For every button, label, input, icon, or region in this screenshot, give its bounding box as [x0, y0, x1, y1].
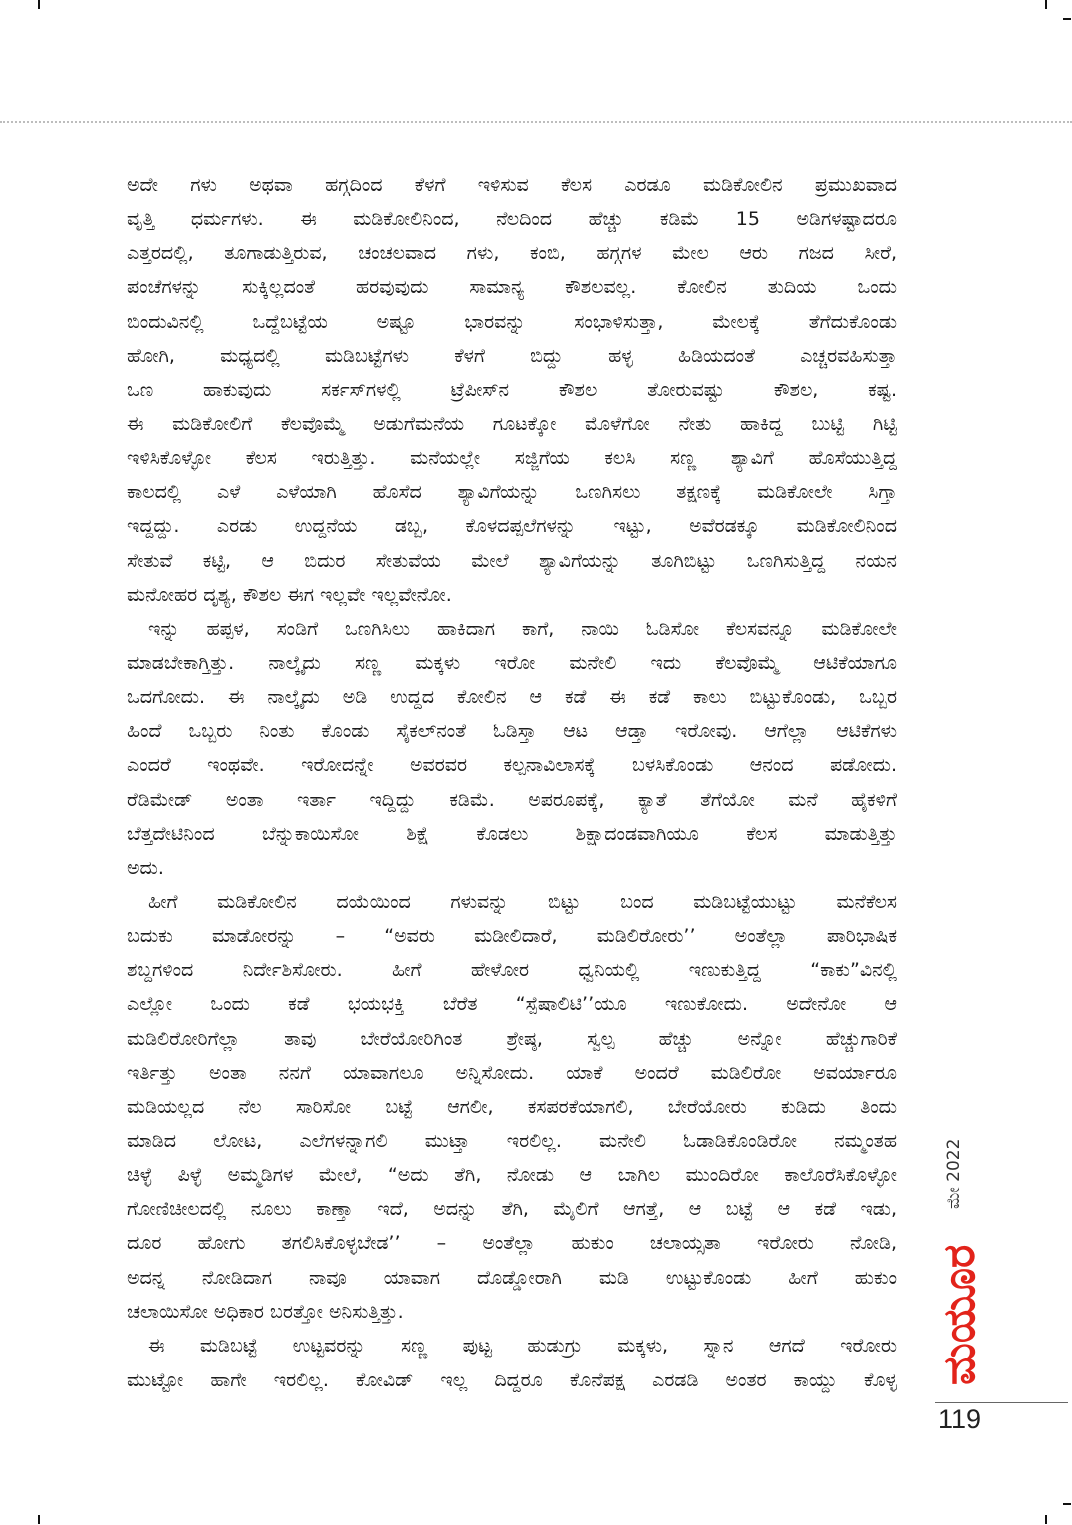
text-line: ವೃತ್ತಿ ಧರ್ಮಗಳು. ಈ ಮಡಿಕೋಲಿನಿಂದ, ನೆಲದಿಂದ ಹೆಚ್ಚು ಕಡಿಮೆ 15 ಅಡಿಗಳಷ್ಟಾದರೂ — [127, 208, 897, 231]
text-line: ರೆಡಿಮೇಡ್ ಅಂತಾ ಇರ್ತಾ ಇದ್ದಿದ್ದು ಕಡಿಮೆ. ಅಪರೂಪಕ್ಕೆ, ಕ್ಯಾತೆ ತೆಗೆಯೋ ಮನೆ ಹೈಕಳಿಗೆ — [127, 788, 897, 811]
paragraph — [127, 168, 897, 612]
magazine-logo: ಮಯೂರ — [934, 1244, 985, 1386]
crop-mark-bottom-right — [1045, 1515, 1047, 1524]
paragraph — [127, 1329, 897, 1397]
text-line: ಎತ್ತರದಲ್ಲಿ, ತೂಗಾಡುತ್ತಿರುವ, ಚಂಚಲವಾದ ಗಳು, ಕಂಬಿ, ಹಗ್ಗಗಳ ಮೇಲ ಆರು ಗಜದ ಸೀರೆ, — [127, 242, 897, 265]
dotted-header-rule — [0, 121, 1072, 123]
text-line: ಮನೋಹರ ದೃಶ್ಯ, ಕೌಶಲ ಈಗ ಇಲ್ಲವೇ ಇಲ್ಲವೇನೋ. — [127, 583, 452, 606]
text-line: ಎಂದರೆ ಇಂಥವೇ. ಇರೋದನ್ನೇ ಅವರವರ ಕಲ್ಪನಾವಿಲಾಸಕ್ಕೆ ಬಳಸಿಕೊಂಡು ಆನಂದ ಪಡೋದು. — [127, 754, 897, 777]
text-line: ಇಳಿಸಿಕೊಳ್ಳೋ ಕೆಲಸ ಇರುತ್ತಿತ್ತು. ಮನೆಯಲ್ಲೇ ಸಜ್ಜಿಗೆಯ ಕಲಸಿ ಸಣ್ಣ ಶ್ಯಾವಿಗೆ ಹೊಸೆಯುತ್ತಿದ್ದ — [127, 447, 897, 470]
crop-mark-top-right — [1045, 0, 1047, 9]
text-line: ಮಾಡಬೇಕಾಗ್ತಿತ್ತು. ನಾಲ್ಕೈದು ಸಣ್ಣ ಮಕ್ಕಳು ಇರೋ ಮನೇಲಿ ಇದು ಕೆಲವೊಮ್ಮೆ ಆಟಿಕೆಯಾಗೂ — [127, 651, 897, 674]
issue-date: ಮೇ 2022 — [944, 1138, 964, 1210]
text-line: ಚಲಾಯಿಸೋ ಅಧಿಕಾರ ಬರತ್ತೋ ಅನಿಸುತ್ತಿತ್ತು. — [127, 1300, 404, 1323]
crop-mark-top-left — [38, 0, 40, 9]
text-line: ಹೀಗೆ ಮಡಿಕೋಲಿನ ದಯೆಯಿಂದ ಗಳುವನ್ನು ಬಿಟ್ಟು ಬಂದ ಮಡಿಬಟ್ಟೆಯುಟ್ಟು ಮನೆಕೆಲಸ — [148, 890, 897, 913]
text-line: ಈ ಮಡಿಬಟ್ಟೆ ಉಟ್ಟವರನ್ನು ಸಣ್ಣ ಪುಟ್ಟ ಹುಡುಗ್ರು ಮಕ್ಕಳು, ಸ್ನಾನ ಆಗದೆ ಇರೋರು — [148, 1334, 897, 1357]
text-line: ಮುಟ್ಟೋ ಹಾಗೇ ಇರಲಿಲ್ಲ. ಕೋವಿಡ್ ಇಲ್ಲ ದಿದ್ದರೂ ಕೊನೆಪಕ್ಷ ಎರಡಡಿ ಅಂತರ ಕಾಯ್ದು ಕೊಳ್ಳ — [127, 1368, 897, 1391]
text-line: ದೂರ ಹೋಗು ತಗಲಿಸಿಕೊಳ್ಳಬೇಡ’’ – ಅಂತೆಲ್ಲಾ ಹುಕುಂ ಚಲಾಯ್ಸತಾ ಇರೋರು ನೋಡಿ, — [127, 1232, 897, 1255]
text-line: ಸೇತುವೆ ಕಟ್ಟಿ, ಆ ಬಿದುರ ಸೇತುವೆಯ ಮೇಲೆ ಶ್ಯಾವಿಗೆಯನ್ನು ತೂಗಿಬಿಟ್ಟು ಒಣಗಿಸುತ್ತಿದ್ದ ನಯನ — [127, 549, 897, 572]
text-line: ಕಾಲದಲ್ಲಿ ಎಳೆ ಎಳೆಯಾಗಿ ಹೊಸೆದ ಶ್ಯಾವಿಗೆಯನ್ನು ಒಣಗಿಸಲು ತಕ್ಷಣಕ್ಕೆ ಮಡಿಕೋಲೇ ಸಿಗ್ತಾ — [127, 481, 897, 504]
text-line: ಮಾಡಿದ ಲೋಟ, ಎಲೆಗಳನ್ನಾಗಲಿ ಮುಟ್ತಾ ಇರಲಿಲ್ಲ. ಮನೇಲಿ ಓಡಾಡಿಕೊಂಡಿರೋ ನಮ್ಮಂತಹ — [127, 1129, 897, 1152]
text-line: ಗೋಣಿಚೀಲದಲ್ಲಿ ನೂಲು ಕಾಣ್ತಾ ಇದೆ, ಅದನ್ನು ತೆಗಿ, ಮೈಲಿಗೆ ಆಗತ್ತೆ, ಆ ಬಟ್ಟೆ ಆ ಕಡೆ ಇಡು, — [127, 1198, 897, 1221]
text-line: ಅದೇ ಗಳು ಅಥವಾ ಹಗ್ಗದಿಂದ ಕೆಳಗೆ ಇಳಿಸುವ ಕೆಲಸ ಎರಡೂ ಮಡಿಕೋಲಿನ ಪ್ರಮುಖವಾದ — [127, 174, 897, 196]
text-line: ಬೆತ್ತದೇಟಿನಿಂದ ಬೆನ್ನುಕಾಯಿಸೋ ಶಿಕ್ಷೆ ಕೊಡಲು ಶಿಕ್ಷಾದಂಡವಾಗಿಯೂ ಕೆಲಸ ಮಾಡುತ್ತಿತ್ತು — [127, 822, 897, 845]
text-line: ಹೋಗಿ, ಮಧ್ಯದಲ್ಲಿ ಮಡಿಬಟ್ಟೆಗಳು ಕೆಳಗೆ ಬಿದ್ದು ಹಳ್ಳ ಹಿಡಿಯದಂತೆ ಎಚ್ಚರವಹಿಸುತ್ತಾ — [127, 344, 897, 367]
text-line: ಚಿಳ್ಳೆ ಪಿಳ್ಳೆ ಅಮ್ಮಡಿಗಳ ಮೇಲೆ, “ಅದು ತೆಗಿ, ನೋಡು ಆ ಬಾಗಿಲ ಮುಂದಿರೋ ಕಾಲೊರೆಸಿಕೊಳ್ಳೋ — [127, 1164, 897, 1187]
text-line: ಬಿಂದುವಿನಲ್ಲಿ ಒದ್ದೆಬಟ್ಟೆಯ ಅಷ್ಟೂ ಭಾರವನ್ನು ಸಂಭಾಳಿಸುತ್ತಾ, ಮೇಲಕ್ಕೆ ತೆಗೆದುಕೊಂಡು — [127, 310, 897, 333]
text-line: ಬದುಕು ಮಾಡೋರನ್ನು – “ಅವರು ಮಡೀಲಿದಾರೆ, ಮಡಿಲಿರೋರು’’ ಅಂತೆಲ್ಲಾ ಪಾರಿಭಾಷಿಕ — [127, 925, 897, 948]
crop-mark-bottom-right-dash — [1063, 1503, 1071, 1505]
paragraph — [127, 612, 897, 885]
text-line: ಇರ್ತಿತ್ತು ಅಂತಾ ನನಗೆ ಯಾವಾಗಲೂ ಅನ್ನಿಸೋದು. ಯಾಕೆ ಅಂದರೆ ಮಡಿಲಿರೋ ಅವರ್ಯಾರೂ — [127, 1061, 897, 1084]
text-line: ಶಬ್ದಗಳಿಂದ ನಿರ್ದೇಶಿಸೋರು. ಹೀಗೆ ಹೇಳೋರ ಧ್ವನಿಯಲ್ಲಿ ಇಣುಕುತ್ತಿದ್ದ “ಕಾಕು”ವಿನಲ್ಲಿ — [127, 959, 897, 982]
text-line: ಇನ್ನು ಹಪ್ಪಳ, ಸಂಡಿಗೆ ಒಣಗಿಸಿಲು ಹಾಕಿದಾಗ ಕಾಗೆ, ನಾಯಿ ಓಡಿಸೋ ಕೆಲಸವನ್ನೂ ಮಡಿಕೋಲೇ — [148, 617, 897, 640]
text-line: ಇದ್ದದ್ದು. ಎರಡು ಉದ್ದನೆಯ ಡಬ್ಬ, ಕೊಳದಪ್ಪಲೆಗಳನ್ನು ಇಟ್ಟು, ಅವೆರಡಕ್ಕೂ ಮಡಿಕೋಲಿನಿಂದ — [127, 515, 897, 538]
text-line: ಹಿಂದೆ ಒಬ್ಬರು ನಿಂತು ಕೊಂಡು ಸೈಕಲ್‌ನಂತೆ ಓಡಿಸ್ತಾ ಆಟ ಆಡ್ತಾ ಇರೋವು. ಆಗೆಲ್ಲಾ ಆಟಿಕೆಗಳು — [127, 720, 897, 743]
page-number-rule — [935, 1402, 1068, 1403]
text-line: ಮಡಿಲಿರೋರಿಗೆಲ್ಲಾ ತಾವು ಬೇರೆಯೋರಿಗಿಂತ ಶ್ರೇಷ್ಠ, ಸ್ವಲ್ಪ ಹೆಚ್ಚು ಅನ್ನೋ ಹೆಚ್ಚುಗಾರಿಕೆ — [127, 1027, 897, 1050]
text-line: ಅದು. — [127, 856, 164, 879]
crop-mark-bottom-left — [38, 1515, 40, 1524]
crop-mark-top-right-dash — [1063, 18, 1071, 20]
paragraph — [127, 885, 897, 1329]
text-line: ಅದನ್ನ ನೋಡಿದಾಗ ನಾವೂ ಯಾವಾಗ ದೊಡ್ಡೋರಾಗಿ ಮಡಿ ಉಟ್ಟುಕೊಂಡು ಹೀಗೆ ಹುಕುಂ — [127, 1266, 897, 1289]
text-line: ಎಲ್ಲೋ ಒಂದು ಕಡೆ ಭಯಭಕ್ತಿ ಬೆರೆತ “ಸ್ಪೆಷಾಲಿಟಿ’’ಯೂ ಇಣುಕೋದು. ಅದೇನೋ ಆ — [127, 993, 897, 1016]
text-line: ಪಂಚೆಗಳನ್ನು ಸುಕ್ಕಿಲ್ಲದಂತೆ ಹರವುವುದು ಸಾಮಾನ್ಯ ಕೌಶಲವಲ್ಲ. ಕೋಲಿನ ತುದಿಯ ಒಂದು — [127, 276, 897, 299]
text-line: ಒಣ ಹಾಕುವುದು ಸರ್ಕಸ್‌ಗಳಲ್ಲಿ ಟ್ರೆಪೀಸ್‌ನ ಕೌಶಲ ತೋರುವಷ್ಟು ಕೌಶಲ, ಕಷ್ಟ. — [127, 378, 897, 401]
text-line: ಒದಗೋದು. ಈ ನಾಲ್ಕೈದು ಅಡಿ ಉದ್ದದ ಕೋಲಿನ ಆ ಕಡೆ ಈ ಕಡೆ ಕಾಲು ಬಿಟ್ಟುಕೊಂಡು, ಒಬ್ಬರ — [127, 686, 897, 709]
text-line: ಈ ಮಡಿಕೋಲಿಗೆ ಕೆಲವೊಮ್ಮೆ ಅಡುಗೆಮನೆಯ ಗೂಟಕ್ಕೋ ಮೊಳೆಗೋ ನೇತು ಹಾಕಿದ್ದ ಬುಟ್ಟಿ ಗಿಟ್ಟಿ — [127, 412, 897, 435]
text-line: ಮಡಿಯಲ್ಲದ ನೆಲ ಸಾರಿಸೋ ಬಟ್ಟೆ ಆಗಲೀ, ಕಸಪರಕೆಯಾಗಲಿ, ಬೇರೆಯೋರು ಕುಡಿದು ತಿಂದು — [127, 1095, 897, 1118]
page-number: 119 — [938, 1404, 982, 1434]
article-body — [127, 168, 897, 1397]
